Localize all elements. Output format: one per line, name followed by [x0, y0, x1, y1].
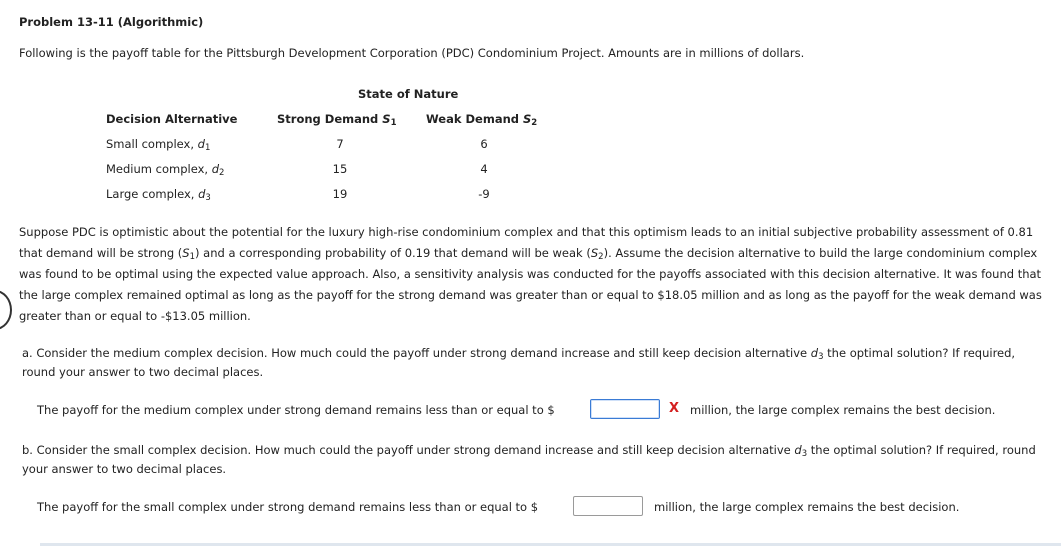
part-b-answer-input[interactable]: [573, 496, 643, 516]
part-b-question: b. Consider the small complex decision. How much could the payoff under strong demand increase and still keep decision alternative $d_3$ the optimal solution? If required, round your answer to two decimal places.: [22, 443, 1036, 476]
part-a-answer-input[interactable]: [590, 399, 660, 419]
row-label-small: Small complex, $d_1$: [106, 137, 211, 153]
row-label-large: Large complex, $d_3$: [106, 187, 211, 203]
part-a-question: a. Consider the medium complex decision. How much could the payoff under strong demand increase and still keep decision alternative $d_3$ the optimal solution? If required, round your answer to two decimal places.: [22, 346, 1016, 379]
problem-intro: Following is the payoff table for the Pittsburgh Development Corporation (PDC) Condominium Project. Amounts are in millions of dollars.: [19, 46, 805, 60]
cell-large-weak: -9: [478, 187, 490, 201]
state-of-nature-header: State of Nature: [358, 87, 459, 101]
col-header-decision: Decision Alternative: [106, 112, 238, 126]
part-a-answer-prefix: The payoff for the medium complex under strong demand remains less than or equal to $: [37, 403, 555, 417]
col-header-strong: Strong Demand $S_1$: [277, 112, 397, 128]
row-label-medium: Medium complex, $d_2$: [106, 162, 225, 178]
cell-small-weak: 6: [480, 137, 488, 151]
cell-large-strong: 19: [332, 187, 348, 201]
cell-medium-strong: 15: [332, 162, 348, 176]
part-b-answer-prefix: The payoff for the small complex under strong demand remains less than or equal to $: [37, 500, 539, 514]
col-header-weak: Weak Demand $S_2$: [426, 112, 538, 128]
left-edge-circle: [0, 290, 12, 330]
part-a-answer-suffix: million, the large complex remains the best decision.: [690, 403, 996, 417]
part-b-answer-suffix: million, the large complex remains the best decision.: [654, 500, 960, 514]
problem-title: Problem 13-11 (Algorithmic): [19, 15, 204, 29]
incorrect-x-icon: X: [669, 401, 680, 416]
cell-small-strong: 7: [336, 137, 344, 151]
cell-medium-weak: 4: [480, 162, 488, 176]
scenario-paragraph: Suppose PDC is optimistic about the potential for the luxury high-rise condominium complex and that this optimism leads to an initial subjective probability assessment of 0.81 that demand will be strong $(S_1)$ and a corresponding probability of 0.19 that demand will be weak $(S_2)$. Assume the decision alternative to build the large condominium complex was found to be optimal using the expected value approach. Also, a sensitivity analysis was conducted for the payoffs associated with this decision alternative. It was found that the large complex remained optimal as long as the payoff for the strong demand was greater than or equal to $18.05 million and as long as the payoff for the weak demand was greater than or equal to -$13.05 million.: [19, 225, 1042, 323]
bottom-divider: [40, 543, 1061, 546]
